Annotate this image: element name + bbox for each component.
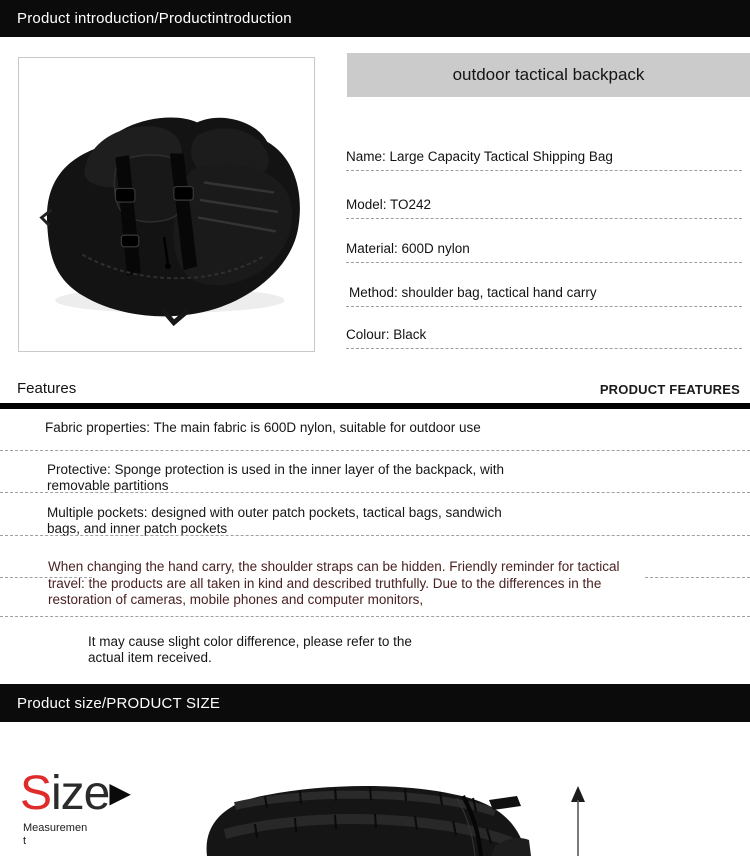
- spec-row-method: Method: shoulder bag, tactical hand carry: [346, 285, 742, 307]
- bottom-product-photo: [195, 786, 535, 856]
- dashed-separator: [0, 616, 750, 617]
- features-header: [17, 380, 740, 397]
- spec-row-model: Model: TO242: [346, 197, 742, 219]
- dashed-separator: [0, 492, 750, 493]
- product-features-label: PRODUCT FEATURES: [599, 382, 740, 397]
- product-title-banner: [347, 53, 750, 97]
- dashed-separator: [0, 450, 750, 451]
- feature-reminder: When changing the hand carry, the shoulder straps can be hidden. Friendly reminder for tactical travel: the products are all taken in kind and described truthfully. Due to the differences in the restoration of cameras, mobile phones and computer monitors,: [48, 559, 620, 607]
- product-size-title: Product size/PRODUCT SIZE: [17, 694, 221, 712]
- size-label-s: S: [20, 767, 52, 820]
- dashed-separator: [0, 535, 750, 536]
- spec-row-name: Name: Large Capacity Tactical Shipping Bag: [346, 149, 742, 171]
- size-label: [20, 768, 131, 826]
- tactical-duffel-photo: [26, 64, 308, 346]
- feature-protective: Protective: Sponge protection is used in the inner layer of the backpack, with removable partitions: [47, 462, 505, 493]
- measurement-label: Measurement: [23, 822, 88, 847]
- feature-pockets: Multiple pockets: designed with outer patch pockets, tactical bags, sandwich bags, and inner patch pockets: [47, 505, 502, 536]
- product-size-bar: [0, 684, 750, 722]
- section-divider: [0, 403, 750, 409]
- dashed-separator: [0, 577, 92, 578]
- up-arrow-icon: [567, 785, 589, 856]
- product-title-text: outdoor tactical backpack: [452, 65, 645, 84]
- product-introduction-bar: [0, 0, 750, 37]
- spec-row-colour: Colour: Black: [346, 327, 742, 349]
- size-arrow-icon: ▶: [109, 777, 131, 808]
- dashed-separator: [645, 577, 750, 578]
- disclaimer-note: It may cause slight color difference, please refer to the actual item received.: [88, 634, 412, 665]
- size-label-rest: ize: [51, 767, 110, 820]
- product-introduction-title: Product introduction/Productintroduction: [17, 10, 292, 27]
- feature-fabric: Fabric properties: The main fabric is 600D nylon, suitable for outdoor use: [45, 420, 481, 435]
- features-heading: Features: [17, 380, 77, 397]
- spec-row-material: Material: 600D nylon: [346, 241, 742, 263]
- product-image-frame: [18, 57, 315, 352]
